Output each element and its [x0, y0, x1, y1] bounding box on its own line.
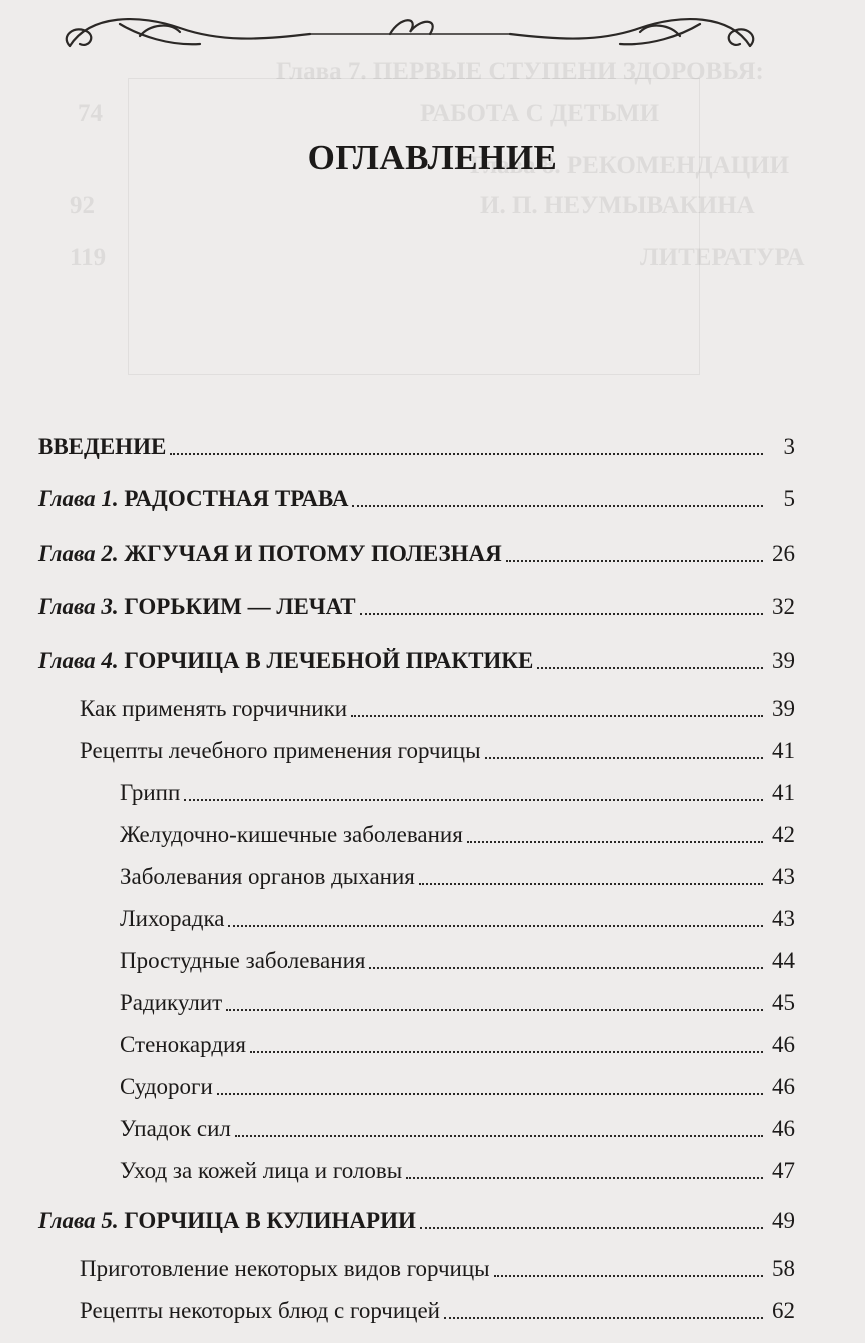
- toc-entry-label: Как применять горчичники: [80, 696, 348, 721]
- toc-entry[interactable]: [38, 646, 795, 676]
- toc-page-number: 49: [772, 1208, 795, 1233]
- dot-leader: [444, 1317, 763, 1319]
- bleed-through-number: 74: [78, 100, 103, 127]
- toc-page-number: 44: [772, 948, 795, 973]
- toc-subentry[interactable]: [120, 1030, 795, 1060]
- toc-entry-label: Рецепты некоторых блюд с горчицей: [80, 1298, 440, 1323]
- toc-entry[interactable]: [38, 432, 795, 462]
- toc-entry[interactable]: [38, 484, 795, 514]
- dot-leader: [485, 757, 763, 759]
- ornament-flourish-icon: [30, 6, 790, 62]
- toc-entry[interactable]: [38, 1206, 795, 1236]
- dot-leader: [352, 505, 763, 507]
- toc-subentry[interactable]: [120, 988, 795, 1018]
- toc-entry-label: Приготовление некоторых видов горчицы: [80, 1256, 490, 1281]
- toc-page-number: 41: [772, 780, 795, 805]
- toc-subentry[interactable]: [120, 1072, 795, 1102]
- toc-entry-label: Судороги: [120, 1074, 213, 1099]
- chapter-number: Глава 3.: [38, 594, 125, 619]
- bleed-through-text: ЛИТЕРАТУРА: [640, 244, 805, 271]
- dot-leader: [250, 1051, 763, 1053]
- dot-leader: [170, 453, 763, 455]
- dot-leader: [228, 925, 763, 927]
- toc-subentry[interactable]: [120, 1114, 795, 1144]
- toc-page-number: 39: [772, 648, 795, 673]
- toc-page-number: 5: [783, 486, 795, 511]
- toc-page-number: 62: [772, 1298, 795, 1323]
- toc-entry-label: Стенокардия: [120, 1032, 246, 1057]
- bleed-through-number: 119: [70, 244, 107, 271]
- toc-entry-label: Желудочно-кишечные заболевания: [120, 822, 463, 847]
- toc-entry-label: Грипп: [120, 780, 181, 805]
- bleed-through-text: И. П. НЕУМЫВАКИНА: [480, 192, 755, 219]
- toc-subentry[interactable]: [120, 1156, 795, 1186]
- dot-leader: [369, 967, 763, 969]
- toc-page-number: 43: [772, 906, 795, 931]
- toc-subentry[interactable]: [120, 778, 795, 808]
- chapter-number: Глава 5.: [38, 1208, 125, 1233]
- chapter-number: Глава 4.: [38, 648, 125, 673]
- dot-leader: [467, 841, 763, 843]
- toc-page-number: 46: [772, 1116, 795, 1141]
- toc-page-number: 43: [772, 864, 795, 889]
- dot-leader: [419, 883, 763, 885]
- toc-subentry[interactable]: [80, 1296, 795, 1326]
- toc-page-number: 58: [772, 1256, 795, 1281]
- toc-page-number: 39: [772, 696, 795, 721]
- toc-page-number: 46: [772, 1032, 795, 1057]
- dot-leader: [506, 560, 763, 562]
- bleed-through-text: Глава 8. РЕКОМЕНДАЦИИ: [470, 152, 790, 179]
- toc-subentry[interactable]: [120, 862, 795, 892]
- dot-leader: [420, 1227, 763, 1229]
- toc-page-number: 46: [772, 1074, 795, 1099]
- toc-entry-label: Заболевания органов дыхания: [120, 864, 415, 889]
- toc-entry-label: Радикулит: [120, 990, 223, 1015]
- toc-page-number: 26: [772, 541, 795, 566]
- dot-leader: [537, 667, 763, 669]
- toc-entry-label: ВВЕДЕНИЕ: [38, 434, 167, 459]
- chapter-number: Глава 1.: [38, 486, 125, 511]
- toc-page-number: 45: [772, 990, 795, 1015]
- dot-leader: [360, 613, 763, 615]
- toc-entry-label: Лихорадка: [120, 906, 225, 931]
- dot-leader: [494, 1275, 763, 1277]
- dot-leader: [217, 1093, 763, 1095]
- toc-subentry[interactable]: [120, 820, 795, 850]
- toc-entry-label: Уход за кожей лица и головы: [120, 1158, 403, 1183]
- dot-leader: [184, 799, 763, 801]
- page-title: ОГЛАВЛЕНИЕ: [307, 138, 558, 177]
- toc-entry-label: Простудные заболевания: [120, 948, 366, 973]
- toc-entry-label: ГОРЧИЦА В КУЛИНАРИИ: [124, 1208, 416, 1233]
- toc-subentry[interactable]: [120, 904, 795, 934]
- toc-page-number: 47: [772, 1158, 795, 1183]
- toc-subentry[interactable]: [80, 1254, 795, 1284]
- toc-page-number: 3: [783, 434, 795, 459]
- dot-leader: [406, 1177, 763, 1179]
- toc-entry[interactable]: [38, 592, 795, 622]
- bleed-through-text: Глава 7. ПЕРВЫЕ СТУПЕНИ ЗДОРОВЬЯ:: [276, 58, 764, 85]
- toc-subentry[interactable]: [80, 694, 795, 724]
- bleed-through-text: РАБОТА С ДЕТЬМИ: [420, 100, 660, 127]
- bleed-through-number: 92: [70, 192, 95, 219]
- toc-page-number: 32: [772, 594, 795, 619]
- toc-entry-label: РАДОСТНАЯ ТРАВА: [124, 486, 349, 511]
- toc-entry-label: ГОРЧИЦА В ЛЕЧЕБНОЙ ПРАКТИКЕ: [124, 648, 534, 673]
- toc-entry-label: Упадок сил: [120, 1116, 231, 1141]
- toc-entry[interactable]: [38, 539, 795, 569]
- toc-page-number: 41: [772, 738, 795, 763]
- chapter-number: Глава 2.: [38, 541, 125, 566]
- dot-leader: [226, 1009, 763, 1011]
- dot-leader: [351, 715, 763, 717]
- toc-entry-label: ГОРЬКИМ — ЛЕЧАТ: [124, 594, 356, 619]
- toc-subentry[interactable]: [120, 946, 795, 976]
- toc-page-number: 42: [772, 822, 795, 847]
- toc-entry-label: ЖГУЧАЯ И ПОТОМУ ПОЛЕЗНАЯ: [124, 541, 502, 566]
- dot-leader: [235, 1135, 763, 1137]
- toc-entry-label: Рецепты лечебного применения горчицы: [80, 738, 481, 763]
- toc-subentry[interactable]: [80, 736, 795, 766]
